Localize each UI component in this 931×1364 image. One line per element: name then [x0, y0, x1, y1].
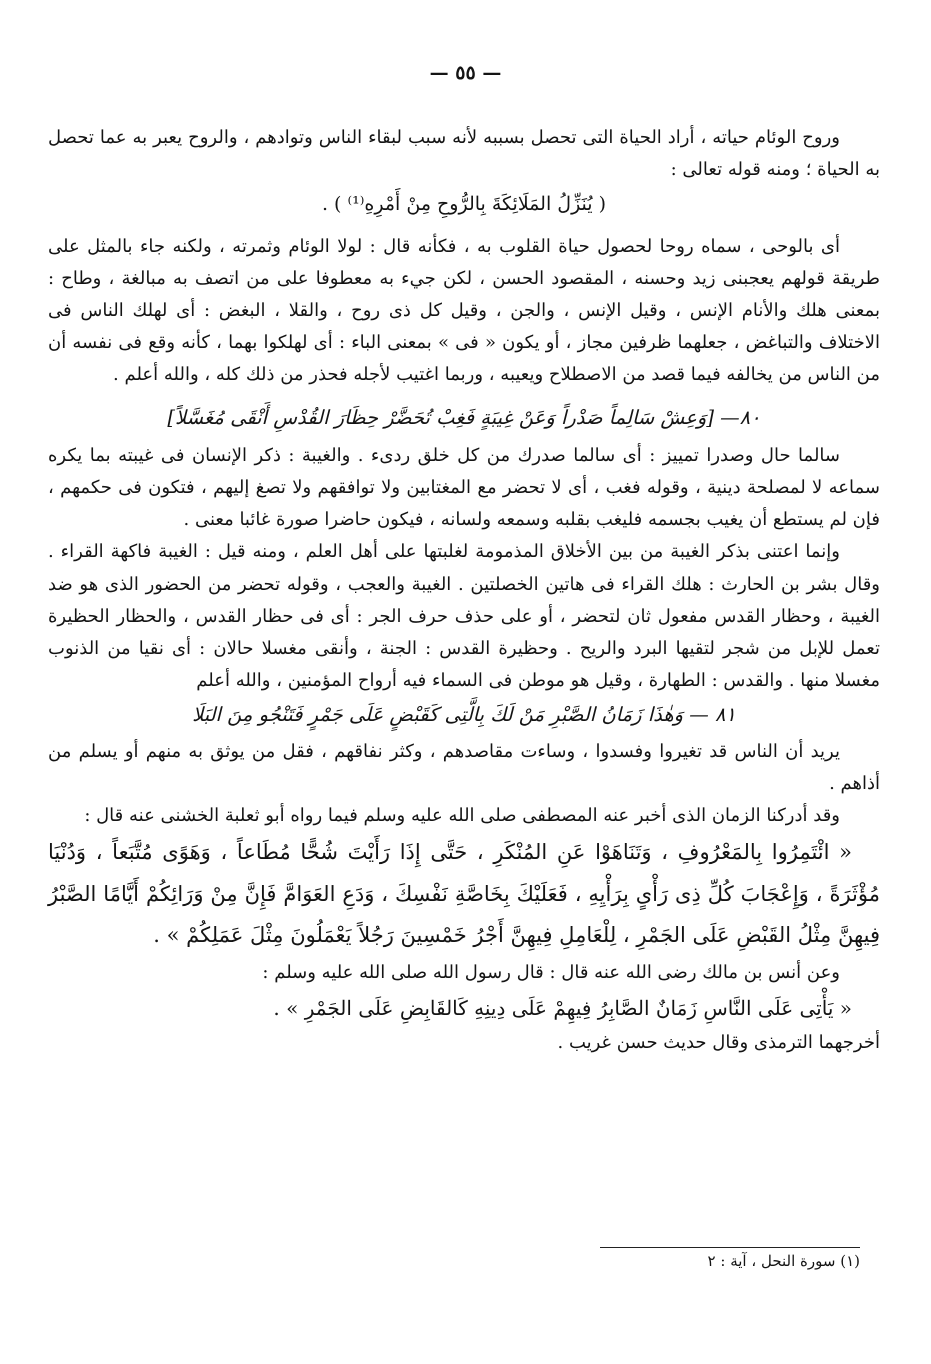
paragraph-ruh-wiam: وروح الوئام حياته ، أراد الحياة التى تحصل بسببه لأنه سبب لبقاء الناس وتوادهم ، والروح يعبر به عما تحصل به الحياة ؛ ومنه قوله تعالى :	[48, 127, 880, 181]
paragraph-commentary-81: يريد أن الناس قد تغيروا وفسدوا ، وساءت مقاصدهم ، وكثر نفاقهم ، فقل من يوثق به منهم أو يسلم من أذاهم .	[48, 740, 880, 794]
hadith-anas: « يَأْتِى عَلَى النَّاسِ زَمَانٌ الصَّابِرُ فِيهِمْ عَلَى دِينِهِ كَالقَابِضِ عَلَى الجَمْرِ » .	[273, 995, 852, 1020]
paragraph-commentary-wahy: أى بالوحى ، سماه روحا لحصول حياة القلوب به ، فكأنه قال : لولا الوئام وثمرته ، ولكنه جاء بالمثل على طريقة قولهم يعجبنى زيد وحسنه ، المقصود الحسن ، لكن جيء به معطوفا على من اتصف به مبالغة ، وطاح : بمعنى هلك والأنام الإنس ، وقيل الإنس ، والجن ، وقيل كل ذى روح ، والقلا ، البغض : أى لهلك الناس فى الاختلاف والتباغض ، جعلهما ظرفين مجاز ، أو يكون « فى » بمعنى الباء : أى لهلكوا بهما ، كأنه وقع فى نفسه أن من الناس من يخالفه فيما قصد من الاصطلاح ويعيبه ، وربما اغتيب لأجله فحذر من ذلك كله ، والله أعلم .	[48, 235, 880, 386]
main-text	[48, 122, 880, 1059]
paragraph-abu-thaalaba: وقد أدركنا الزمان الذى أخبر عنه المصطفى صلى الله عليه وسلم فيما رواه أبو ثعلبة الخشنى عنه قال :	[84, 805, 840, 827]
paragraph-anas: وعن أنس بن مالك رضى الله عنه قال : قال رسول الله صلى الله عليه وسلم :	[262, 961, 840, 983]
poem-verse-80: ٨٠— [وَعِشْ سَالِماً صَدْراً وَعَنْ غِيبَةٍ فَغِبْ تُحَضَّرْ حِظَارَ القُدْسِ أَنْقَى مُغَسَّلاً]	[167, 405, 761, 429]
paragraph-commentary-80: سالما حال وصدرا تمييز : أى سالما صدرك من كل خلق ردىء . والغيبة : ذكر الإنسان فى غيبته بما يكره سماعه لا لمصلحة دينية ، وقوله فغب ، أى لا تحضر مع المغتابين ولا توافقهم ولا تصغ إليهم ، فتكون فى حكمهم ، فإن لم يستطع أن يغيب بجسمه فليغب بقلبه وسمعه ولسانه ، فيكون حاضرا صورة غائبا معنى .	[48, 444, 880, 531]
footnote-divider	[600, 1247, 860, 1248]
poem-verse-81: ٨١ — وَهٰذَا زَمَانُ الصَّبْرِ مَنْ لَكَ بِالَّتِى كَقَبْضٍ عَلَى جَمْرٍ فَتَنْجُو مِنَ البَلَا	[192, 703, 736, 727]
hadith-abu-thaalaba: « ائْتَمِرُوا بِالمَعْرُوفِ ، وَتَنَاهَوْا عَنِ المُنْكَرِ ، حَتَّى إِذَا رَأَيْتَ شُحًّا مُطَاعاً ، وَهَوًى مُتَّبَعاً ، وَدُنْيَا مُؤْثَرَةً ، وَإِعْجَابَ كُلِّ ذِى رَأْىٍ بِرَأْيِهِ ، فَعَلَيْكَ بِخَاصَّةِ نَفْسِكَ ، وَدَعِ العَوَامَّ فَإِنَّ مِنْ وَرَائِكُمْ أَيَّامًا الصَّبْرُ فِيهِنَّ مِثْلُ القَبْضِ عَلَى الجَمْرِ ، لِلْعَامِلِ فِيهِنَّ أَجْرُ خَمْسِينَ رَجُلاً يَعْمَلُونَ مِثْلَ عَمَلِكُمْ » .	[48, 840, 880, 948]
quran-verse-nahl: ( يُنَزِّلُ المَلَائِكَةَ بِالرُّوحِ مِنْ أَمْرِهِ⁽¹⁾ ) .	[321, 193, 607, 216]
paragraph-ghiba: وإنما اعتنى بذكر الغيبة من بين الأخلاق المذمومة لغلبتها على أهل العلم ، ومنه قيل : الغيبة فاكهة القراء . وقال بشر بن الحارث : هلك القراء فى هاتين الخصلتين . الغيبة والعجب ، وقوله تحضر من الحضور الذى هو ضد الغيبة ، وحظار القدس مفعول ثان لتحضر ، أو على حذف حرف الجر : أى فى حظار القدس ، والحظار الحظيرة تعمل للإبل من شجر لتقيها البرد والريح . وحظيرة القدس : الجنة ، وأنقى مغسلا حالان : أى نقيا من الذنوب مغسلا منها . والقدس : الطهارة ، وقيل هو موطن فى السماء فيه أرواح المؤمنين ، والله أعلم	[48, 541, 880, 692]
footnote: (١) سورة النحل ، آية : ٢	[707, 1252, 860, 1270]
page-number: — ٥٥ —	[429, 62, 502, 84]
paragraph-tirmidhi: أخرجهما الترمذى وقال حديث حسن غريب .	[557, 1031, 880, 1053]
